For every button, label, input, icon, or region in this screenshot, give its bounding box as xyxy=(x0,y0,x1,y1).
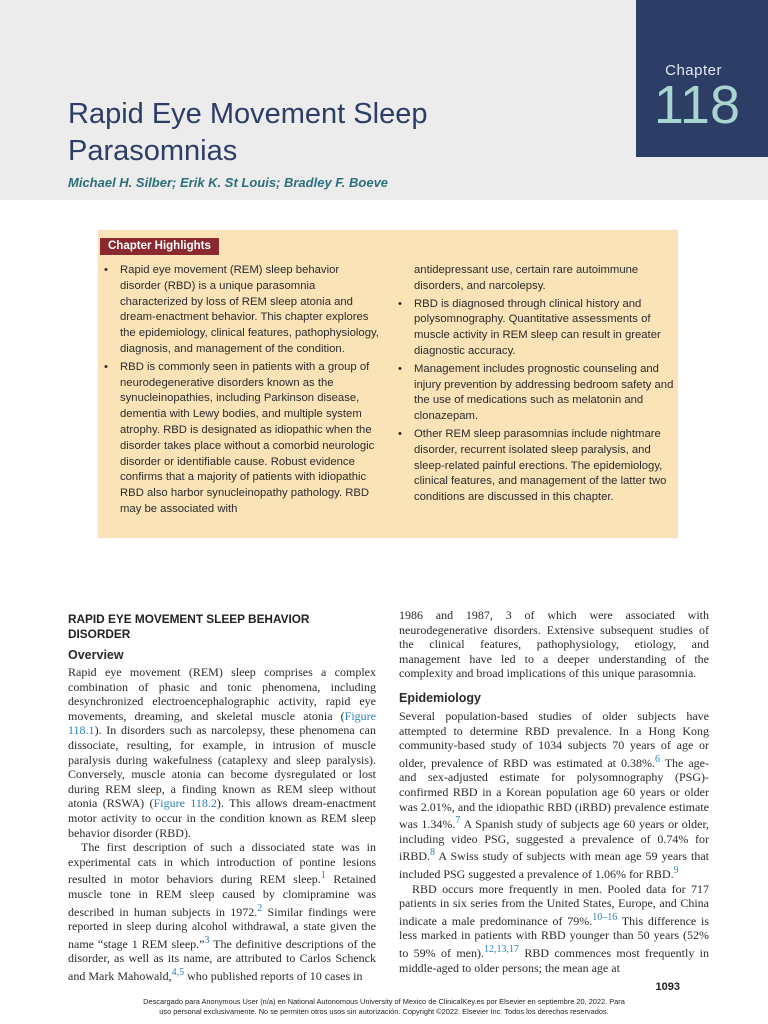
citation-link[interactable]: 1 xyxy=(320,870,326,882)
figure-link[interactable]: Figure 118.2 xyxy=(153,796,217,811)
highlight-item: • RBD is commonly seen in patients with a group of neurodegenerative disorders known as the synucleinopathies, including Parkinson disease, dementia with Lewy bodies, and multiple system atrophy. RBD is designated as idiopathic when the disorder takes place without a comorbid neurologic disorder or identifiable cause. Robust evidence confirms that a majority of patients with idiopathic RBD also harbor synucleinopathy pathology. RBD may be associated with xyxy=(100,360,382,518)
citation-link[interactable]: 3 xyxy=(204,934,210,946)
citation-link[interactable]: 12,13,17 xyxy=(484,943,519,955)
highlight-item: • Other REM sleep parasomnias include nightmare disorder, recurrent isolated sleep paralysis, and sleep-related painful erections. The epidemiology, clinical features, and management of the latter two conditions are discussed in this chapter. xyxy=(394,427,676,506)
citation-link[interactable]: 4,5 xyxy=(171,966,185,978)
chapter-number: 118 xyxy=(653,75,740,135)
highlights-column-right xyxy=(394,263,676,508)
chapter-highlights-label: Chapter Highlights xyxy=(100,238,219,255)
overview-heading: Overview xyxy=(68,648,124,662)
citation-link[interactable]: 7 xyxy=(455,815,461,827)
overview-paragraph-1: Rapid eye movement (REM) sleep comprises a complex combination of phasic and tonic phenomena, including desynchronized electroencephalographic activity, rapid eye movements, dreaming, and skeletal muscle atonia (Figure 118.1). In disorders such as narcolepsy, these phenomena can dissociate, resulting, for example, in intrusion of muscle paralysis during wakefulness (cataplexy and sleep paralysis). Conversely, muscle atonia can become dysregulated or lost during REM sleep, a finding known as REM sleep without atonia (RSWA) (Figure 118.2). This allows dream-enactment motor activity to occur in the condition known as REM sleep behavior disorder (RBD). xyxy=(68,665,376,840)
chapter-title xyxy=(68,96,588,170)
epidemiology-paragraph-2: RBD occurs more frequently in men. Pooled data for 717 patients in six series from the United States, Europe, and China indicate a male predominance of 79%.$^{10-16}$ This difference is less marked in patients with RBD younger than 50 years (52% to 59% of men).$^{12,13,17}$ RBD commences most frequently in middle-aged to older persons; the mean age at xyxy=(399,881,709,975)
citation-link[interactable]: 9 xyxy=(673,864,679,876)
citation-link[interactable]: 8 xyxy=(430,847,436,859)
highlight-item: • Rapid eye movement (REM) sleep behavior disorder (RBD) is a unique parasomnia characterized by loss of REM sleep atonia and dream-enactment behavior. This chapter explores the epidemiology, clinical features, pathophysiology, diagnosis, and management of the condition. xyxy=(100,263,382,358)
figure-link[interactable]: Figure 118.1 xyxy=(68,708,376,738)
highlight-continuation: antidepressant use, certain rare autoimmune disorders, and narcolepsy. xyxy=(414,264,639,292)
footer-line-2: uso personal exclusivamente. No se permiten otros usos sin autorización. Copyright ©2022. Elsevier Inc. Todos los derechos reservados. xyxy=(159,1007,609,1016)
page-number: 1093 xyxy=(655,981,680,993)
epidemiology-heading: Epidemiology xyxy=(399,691,481,705)
citation-link[interactable]: 2 xyxy=(257,902,263,914)
epidemiology-body xyxy=(399,709,709,975)
download-footer xyxy=(0,997,768,1017)
epidemiology-paragraph-1: Several population-based studies of older subjects have attempted to determine RBD prevalence. In a Hong Kong community-based study of 1034 subjects 70 years of age or older, prevalence of RBD was estimated at 0.38%.$^6$ The age- and sex-adjusted estimate for polysomnography (PSG)-confirmed RBD in a Korean population age 60 years or older was 2.01%, and the idiopathic RBD (iRBD) prevalence estimate was 1.34%.$^7$ A Spanish study of subjects age 60 years or older, including video PSG, suggested a prevalence of 0.74% for iRBD.$^8$ A Swiss study of subjects with mean age 59 years that included PSG suggested a prevalence of 1.06% for RBD.$^9$ xyxy=(399,709,709,881)
continuation-paragraph: 1986 and 1987, 3 of which were associated with neurodegenerative disorders. Extensive subsequent studies of the clinical features, pathophysiology, etiology, and management have led to a deeper understanding of the complexity and broad implications of this unique parasomnia. xyxy=(399,608,709,681)
citation-link[interactable]: 6 xyxy=(654,753,660,765)
highlights-column-left xyxy=(100,263,382,520)
overview-paragraph-2: The first description of such a dissociated state was in experimental cats in which introduction of pontine lesions resulted in motor behaviors during REM sleep.$^1$ Retained muscle tone in REM sleep caused by clomipramine was described in human subjects in 1972.$^2$ Similar findings were reported in sleep during alcohol withdrawal, a state given the name “stage 1 REM sleep.”$^3$ The definitive descriptions of the disorder, as well as its name, are attributed to Carlos Schenck and Mark Mahowald,$^{4,5}$ who published reports of 10 cases in xyxy=(68,840,376,983)
highlight-item: • RBD is diagnosed through clinical history and polysomnography. Quantitative assessments of muscle activity in REM sleep can result in greater diagnostic accuracy. xyxy=(394,297,676,360)
right-column-continuation xyxy=(399,608,709,681)
title-line-2: Parasomnias xyxy=(68,135,238,167)
authors: Michael H. Silber; Erik K. St Louis; Bradley F. Boeve xyxy=(68,175,389,190)
section-heading: RAPID EYE MOVEMENT SLEEP BEHAVIOR DISORDER xyxy=(68,612,310,641)
highlight-item: • Management includes prognostic counseling and injury prevention by addressing bedroom safety and the use of medications such as melatonin and clonazepam. xyxy=(394,362,676,425)
chapter-box xyxy=(636,0,768,157)
overview-body xyxy=(68,665,376,983)
chapter-label: Chapter xyxy=(665,62,722,79)
title-line-1: Rapid Eye Movement Sleep xyxy=(68,98,428,130)
citation-link[interactable]: 10–16 xyxy=(592,911,618,923)
footer-line-1: Descargado para Anonymous User (n/a) en National Autonomous University of Mexico de ClinicalKey.es por Elsevier en septiembre 20, 2022. Para xyxy=(143,997,625,1006)
